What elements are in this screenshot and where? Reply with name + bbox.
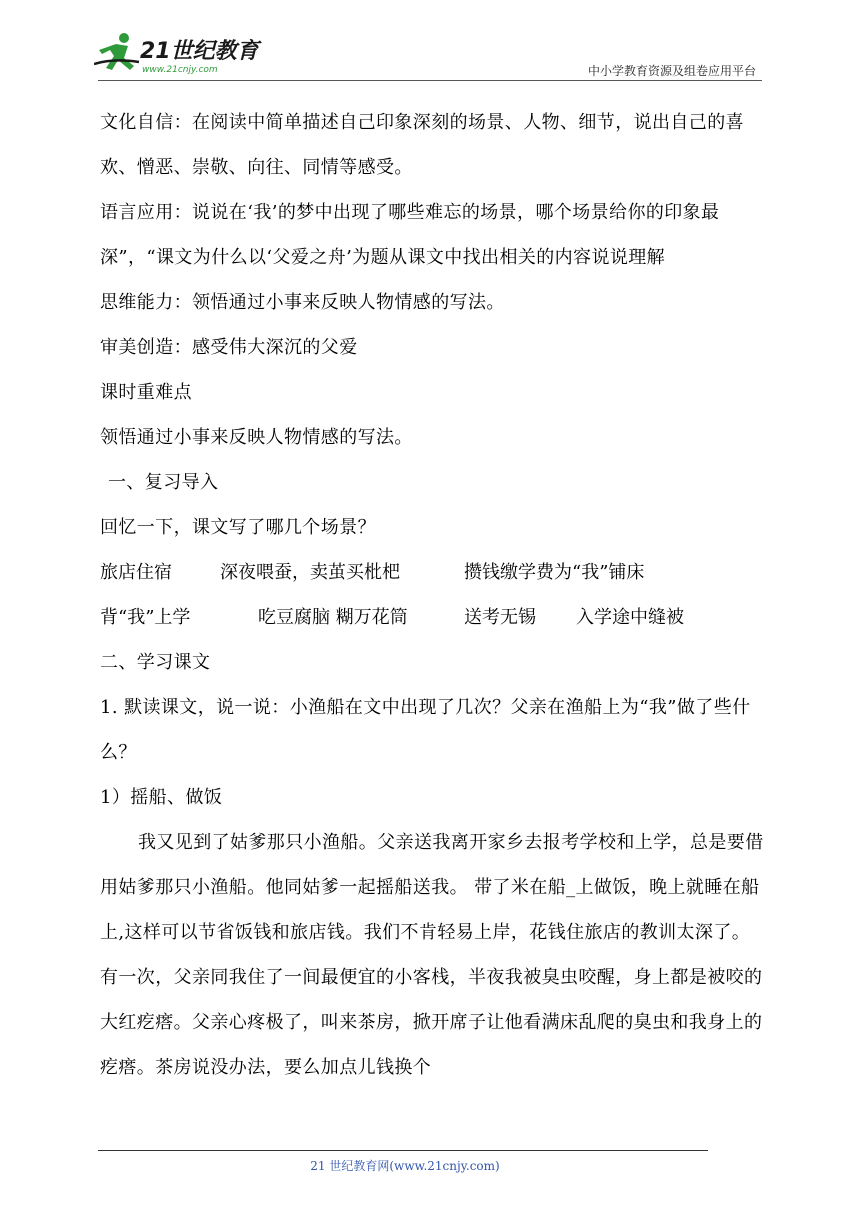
logo-url: www.21cnjy.com — [142, 65, 218, 75]
logo-21cnjy — [94, 30, 264, 78]
scene-item: 背“我”上学 — [100, 607, 191, 628]
paragraph-thinking-ability: 思维能力：领悟通过小事来反映人物情感的写法。 — [100, 292, 505, 313]
heading-review: 一、复习导入 — [108, 472, 219, 493]
runner-icon — [94, 33, 139, 70]
heading-study: 二、学习课文 — [100, 652, 211, 673]
paragraph-difficulty: 领悟通过小事来反映人物情感的写法。 — [100, 427, 413, 448]
scene-item: 入学途中缝被 — [576, 607, 684, 628]
scenes-row-2 — [100, 595, 765, 640]
paragraph-language-use: 语言应用：说说在‘我’的梦中出现了哪些难忘的场景，哪个场景给你的印象最深”，“课文为什么以‘父爱之舟’为题从课文中找出相关的内容说说理解 — [100, 202, 720, 268]
header-divider — [98, 80, 762, 81]
heading-key-difficulties: 课时重难点 — [100, 382, 192, 403]
footer-source: 21 世纪教育网(www.21cnjy.com) — [310, 1159, 500, 1173]
scene-item: 吃豆腐脑 糊万花筒 — [258, 607, 408, 628]
platform-label: 中小学教育资源及组卷应用平台 — [587, 64, 756, 78]
footer-divider — [98, 1150, 708, 1151]
logo-text: 21世纪教育 — [140, 39, 259, 64]
scene-item: 送考无锡 — [464, 607, 536, 628]
subheading-rowing-cooking: 1）摇船、做饭 — [100, 787, 223, 808]
scene-item: 旅店住宿 — [100, 562, 172, 583]
paragraph-excerpt: 我又见到了姑爹那只小渔船。父亲送我离开家乡去报考学校和上学，总是要借用姑爹那只小渔船。他同姑爹一起摇船送我。 带了米在船_上做饭，晚上就睡在船上,这样可以节省饭钱和旅店钱。我们不肯轻易上岸，花钱住旅店的教训太深了。有一次，父亲同我住了一间最便宜的小客栈，半夜我被臭虫咬醒，身上都是被咬的大红疙瘩。父亲心疼极了，叫来茶房，掀开席子让他看满床乱爬的臭虫和我身上的疙瘩。茶房说没办法，要么加点儿钱换个 — [100, 832, 764, 1078]
paragraph-cultural-confidence: 文化自信：在阅读中简单描述自己印象深刻的场景、人物、细节，说出自己的喜欢、憎恶、崇敬、向往、同情等感受。 — [100, 112, 744, 178]
paragraph-aesthetic: 审美创造：感受伟大深沉的父爱 — [100, 337, 358, 358]
document-body — [100, 100, 765, 1090]
page-header — [0, 0, 860, 90]
scene-item: 深夜喂蚕，卖茧买枇杷 — [220, 562, 400, 583]
scenes-row-1 — [100, 550, 765, 595]
paragraph-recall: 回忆一下，课文写了哪几个场景？ — [100, 517, 376, 538]
paragraph-question: 1. 默读课文，说一说：小渔船在文中出现了几次？父亲在渔船上为“我”做了些什么？ — [100, 697, 751, 763]
scene-item: 攒钱缴学费为“我”铺床 — [464, 562, 645, 583]
